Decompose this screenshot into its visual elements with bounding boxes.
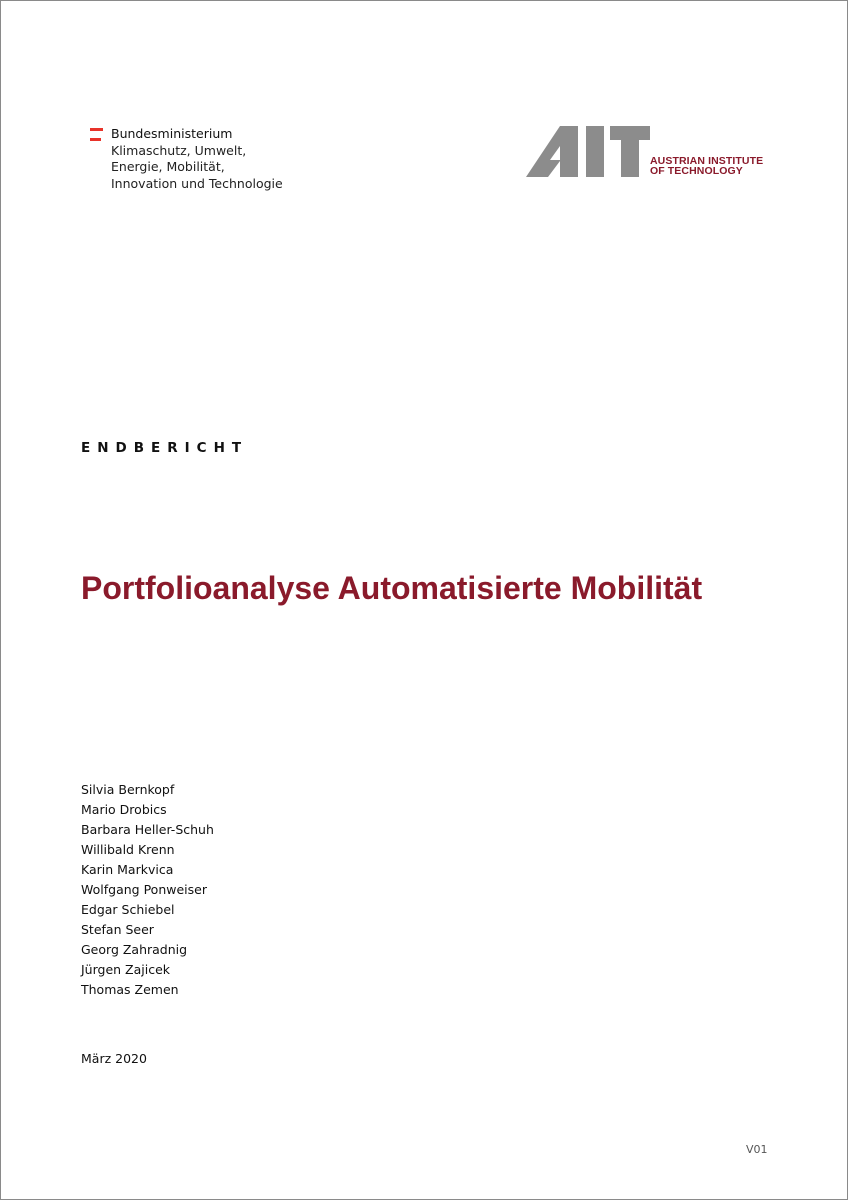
document-version: V01 — [746, 1143, 768, 1156]
author-item: Mario Drobics — [81, 802, 167, 817]
author-item: Karin Markvica — [81, 862, 174, 877]
ministry-line-4: Innovation und Technologie — [111, 175, 283, 191]
author-item: Stefan Seer — [81, 922, 154, 937]
author-item: Barbara Heller-Schuh — [81, 822, 214, 837]
ait-subline-2: OF TECHNOLOGY — [650, 165, 743, 177]
ministry-line-1: Bundesministerium — [111, 126, 233, 141]
ministry-name — [111, 126, 371, 192]
ait-letters-icon — [526, 126, 650, 178]
author-item: Georg Zahradnig — [81, 942, 188, 957]
ait-subline-1: AUSTRIAN INSTITUTE — [650, 155, 764, 167]
author-item: Willibald Krenn — [81, 842, 175, 857]
ministry-line-3: Energie, Mobilität, — [111, 159, 225, 174]
author-item: Silvia Bernkopf — [81, 782, 175, 797]
author-item: Wolfgang Ponweiser — [81, 882, 207, 897]
author-list — [81, 780, 214, 1000]
document-date: März 2020 — [81, 1051, 147, 1066]
ait-institute-name — [650, 156, 763, 176]
author-item: Jürgen Zajicek — [81, 962, 171, 977]
ait-logo — [526, 126, 766, 178]
author-item: Edgar Schiebel — [81, 902, 175, 917]
author-item: Thomas Zemen — [81, 982, 179, 997]
ministry-line-2: Klimaschutz, Umwelt, — [111, 142, 247, 158]
document-type: ENDBERICHT — [81, 440, 249, 456]
document-title: Portfolioanalyse Automatisierte Mobilität — [81, 570, 703, 606]
austrian-flag-icon — [90, 128, 104, 143]
